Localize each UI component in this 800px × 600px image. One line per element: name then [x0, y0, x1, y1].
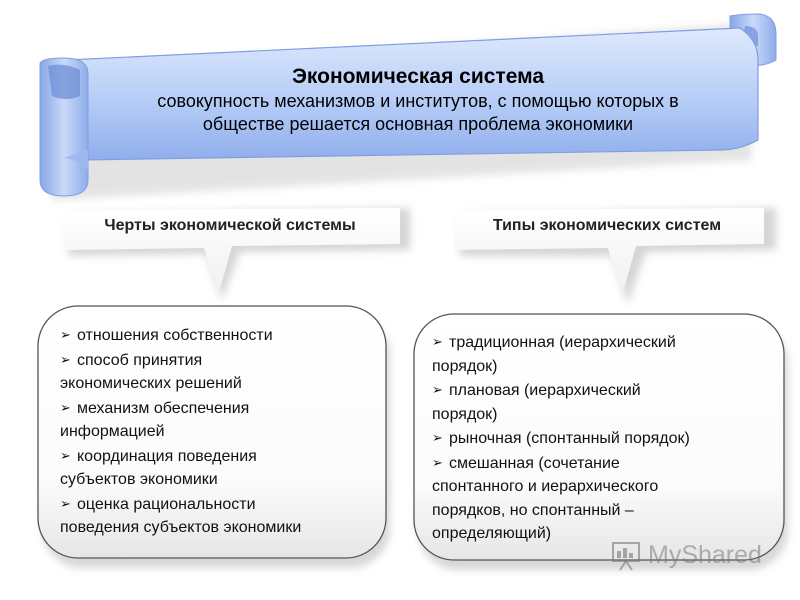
list-item-line: традиционная (иерархический [449, 334, 676, 351]
arrowhead-bullet-icon: ➢ [60, 351, 71, 367]
list-item [432, 378, 767, 426]
arrowhead-bullet-icon: ➢ [60, 327, 71, 342]
watermark [610, 537, 785, 577]
arrowhead-bullet-icon: ➢ [60, 447, 71, 463]
list-item-line: отношения собственности [77, 327, 273, 344]
watermark-text: MyShared [648, 541, 762, 569]
list-item-line: экономических решений [60, 375, 242, 392]
types-list [432, 330, 767, 546]
list-item [60, 444, 385, 492]
arrowhead-bullet-icon: ➢ [60, 495, 71, 511]
list-item [60, 323, 385, 348]
list-item [60, 348, 385, 396]
list-item [60, 396, 385, 444]
arrowhead-bullet-icon: ➢ [60, 399, 71, 415]
list-item-line: рыночная (спонтанный порядок) [449, 430, 690, 447]
list-item-line: порядок) [432, 405, 498, 423]
list-item-line: информацией [60, 423, 165, 440]
definition-line-2: обществе решается основная проблема экономики [202, 114, 634, 134]
list-item-line: механизм обеспечения [77, 399, 250, 417]
features-label: Черты экономической системы [104, 217, 356, 234]
list-item [432, 330, 767, 378]
economic-system-title: Экономическая система [291, 65, 545, 88]
arrowhead-bullet-icon: ➢ [432, 382, 443, 397]
list-item-line: субъектов экономики [60, 471, 218, 488]
list-item-line: координация поведения [77, 447, 257, 465]
definition-line-1: совокупность механизмов и институтов, с помощью которых в [157, 91, 679, 111]
presentation-board-icon [610, 537, 644, 573]
list-item-line: спонтанного и иерархического [432, 478, 659, 495]
list-item-line: смешанная (сочетание [449, 454, 620, 472]
list-item-line: способ принятия [77, 351, 203, 369]
list-item-line: порядков, но спонтанный – [432, 501, 634, 519]
list-item-line: плановая (иерархический [449, 382, 641, 399]
list-item [432, 451, 767, 546]
features-list [60, 323, 385, 540]
arrowhead-bullet-icon: ➢ [432, 454, 443, 470]
scroll-content [88, 64, 748, 136]
list-item-line: оценка рациональности [77, 495, 256, 513]
list-item [432, 426, 767, 451]
list-item-line: порядок) [432, 357, 498, 375]
arrowhead-bullet-icon: ➢ [432, 334, 443, 349]
list-item [60, 492, 385, 540]
types-label: Типы экономических систем [492, 217, 722, 234]
list-item-line: определяющий) [432, 525, 552, 542]
arrowhead-bullet-icon: ➢ [432, 430, 443, 445]
list-item-line: поведения субъектов экономики [60, 519, 302, 536]
